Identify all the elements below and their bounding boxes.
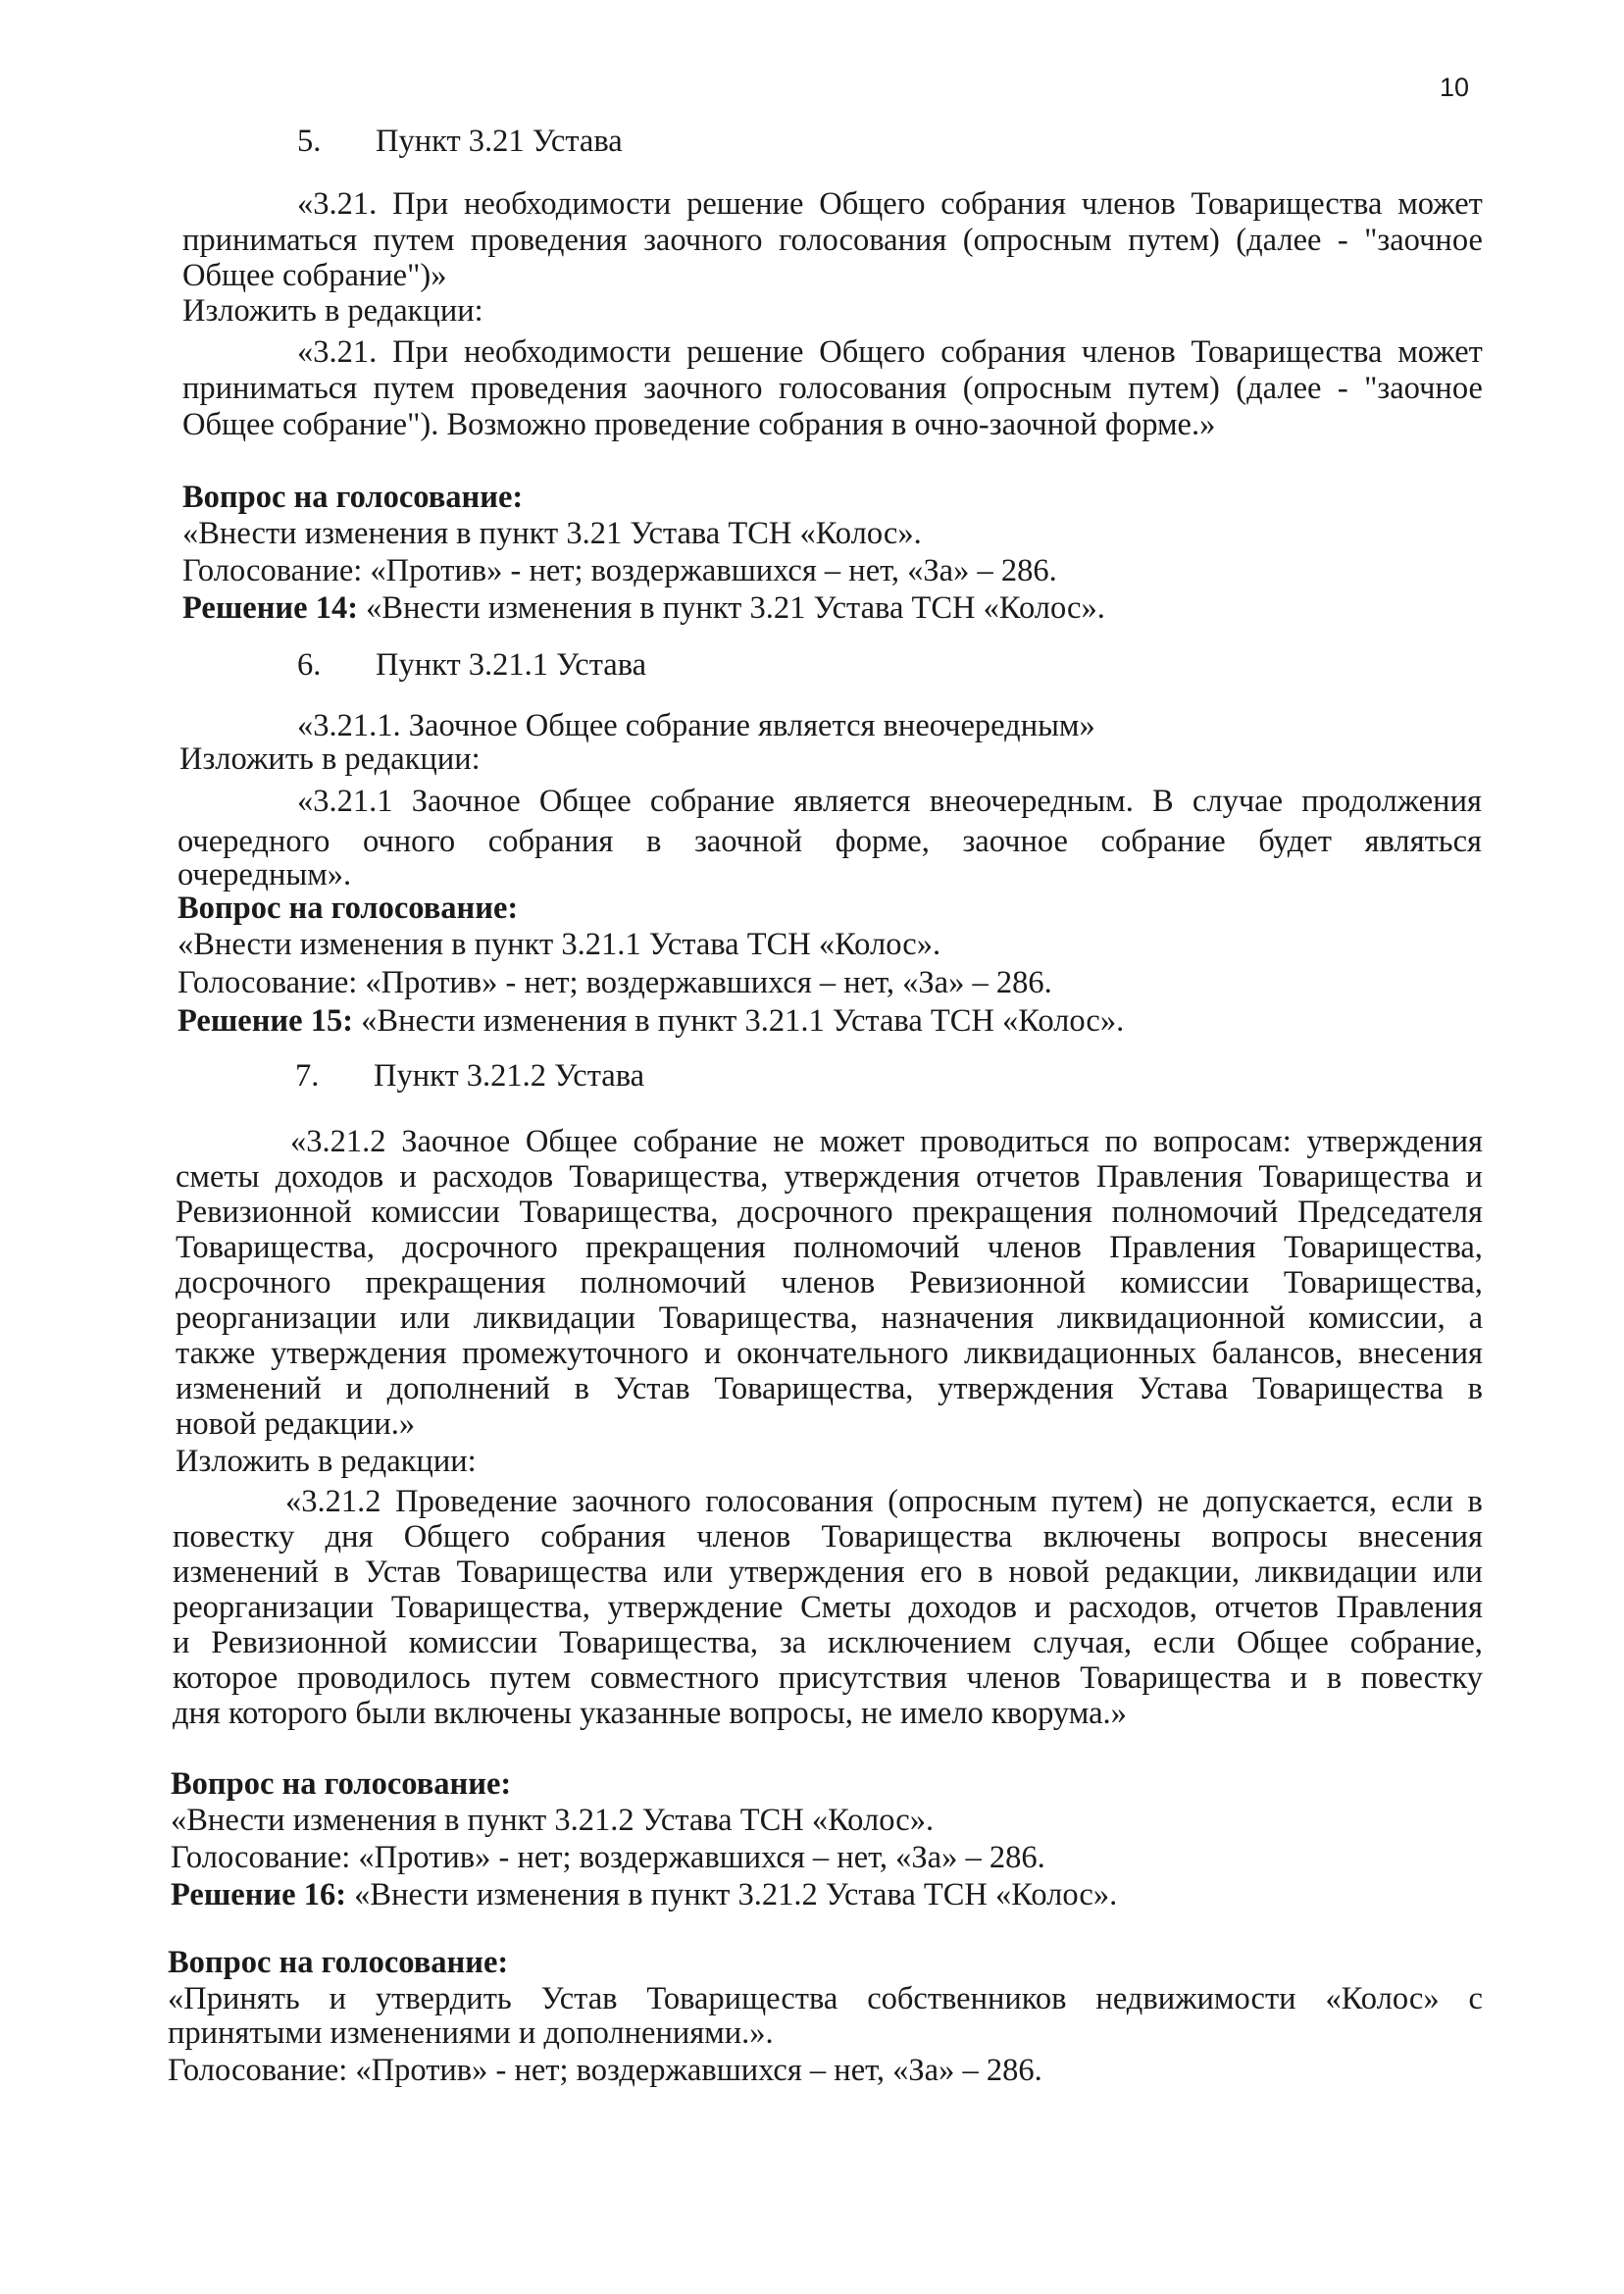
word: Правления <box>1109 1230 1256 1265</box>
old-text-line <box>176 1299 1483 1338</box>
word: если <box>1391 1484 1453 1519</box>
word: - <box>1337 223 1348 258</box>
old-text-line <box>176 1228 1483 1267</box>
word: Товарищества, <box>1283 1265 1483 1300</box>
word: и <box>1034 1590 1051 1625</box>
word: Товарищества, <box>1283 1230 1483 1265</box>
word: голосования <box>705 1484 874 1519</box>
vote-result: Голосование: «Против» - нет; воздержавшихся – нет, «За» – 286. <box>178 965 1052 1000</box>
word: продолжения <box>1301 784 1482 819</box>
word: При <box>392 334 449 370</box>
section-heading <box>297 645 646 685</box>
word: является <box>793 784 911 819</box>
word: ликвидации <box>1254 1555 1418 1590</box>
word: «3.21.1 <box>297 784 393 819</box>
new-text-line <box>297 782 1482 821</box>
word: Товарищества <box>1252 1371 1444 1406</box>
word: если <box>1152 1625 1216 1660</box>
word: утверждения <box>784 1159 961 1195</box>
word: (опросным <box>962 371 1112 406</box>
word: не <box>773 1124 805 1159</box>
word: "заочное <box>1364 371 1483 406</box>
word: проводилось <box>296 1660 471 1696</box>
word: комиссии <box>408 1625 538 1660</box>
new-text-line: очередным». <box>178 857 352 892</box>
word: доходов <box>275 1159 384 1195</box>
word: досрочного <box>737 1195 893 1230</box>
word: с <box>1468 1981 1483 2016</box>
edit-label: Изложить в редакции: <box>179 741 481 777</box>
word: путем) <box>1050 1484 1143 1519</box>
section-title: Пункт 3.21 Устава <box>376 124 623 159</box>
section-number: 7. <box>295 1058 320 1094</box>
new-text-line <box>285 1482 1483 1521</box>
word: Товарищества <box>456 1555 648 1590</box>
word: членов <box>1081 334 1176 370</box>
word: комиссии, <box>1308 1300 1446 1336</box>
word: утверждения <box>938 1371 1114 1406</box>
word: Ревизионной <box>211 1625 387 1660</box>
word: членов <box>1081 186 1176 222</box>
word: проведения <box>470 223 628 258</box>
word: которое <box>173 1660 279 1696</box>
decision-label: Решение 14: <box>182 590 359 626</box>
vote-label: Вопрос на голосование: <box>182 480 524 515</box>
word: «3.21. <box>297 334 378 370</box>
word: присутствия <box>778 1660 947 1696</box>
new-text-line <box>178 822 1482 861</box>
vote-label: Вопрос на голосование: <box>178 891 519 926</box>
word: В <box>1152 784 1174 819</box>
word: и <box>399 1159 417 1195</box>
word: Товарищества <box>646 1981 838 2016</box>
word: досрочного <box>176 1265 331 1300</box>
word: утверждения <box>271 1336 447 1371</box>
vote-label: Вопрос на голосование: <box>171 1766 512 1802</box>
word: членов <box>966 1660 1061 1696</box>
word: совместного <box>589 1660 760 1696</box>
word: Товарищества <box>1258 1159 1450 1195</box>
word: полномочий <box>580 1265 747 1300</box>
word: Товарищества <box>1080 1660 1272 1696</box>
word: в <box>1326 1660 1343 1696</box>
word: Ревизионной <box>176 1195 352 1230</box>
word: собрание, <box>1349 1625 1483 1660</box>
word: Проведение <box>395 1484 558 1519</box>
word: Товарищества, <box>519 1195 719 1230</box>
vote-question: «Внести изменения в пункт 3.21 Устава ТСН «Колос». <box>182 516 922 551</box>
word: приниматься <box>182 371 358 406</box>
word: утверждения <box>1306 1124 1483 1159</box>
word: случая, <box>1033 1625 1132 1660</box>
word: за <box>779 1625 807 1660</box>
section-number: 5. <box>297 124 322 159</box>
word: дня <box>325 1519 374 1555</box>
word: утвердить <box>375 1981 512 2016</box>
word: случае <box>1192 784 1284 819</box>
word: внесения <box>1358 1336 1483 1371</box>
word: также <box>176 1336 256 1371</box>
word: Товарищества <box>1191 186 1383 222</box>
word: недвижимости <box>1095 1981 1296 2016</box>
word: включены <box>1042 1519 1182 1555</box>
word: (далее <box>1236 371 1322 406</box>
word: в <box>1467 1371 1483 1406</box>
word: путем <box>489 1660 572 1696</box>
word: Общего <box>819 186 926 222</box>
word: собрание <box>1100 824 1226 859</box>
page-number: 10 <box>1440 73 1470 102</box>
word: членов <box>696 1519 791 1555</box>
word: по <box>1104 1124 1139 1159</box>
word: членов <box>987 1230 1082 1265</box>
word: в <box>574 1371 589 1406</box>
word: При <box>392 186 449 222</box>
word: дополнений <box>386 1371 550 1406</box>
word: и <box>1465 1159 1483 1195</box>
old-text-line: Общее собрание")» <box>182 258 447 293</box>
word: его <box>920 1555 963 1590</box>
word: (опросным <box>962 223 1112 258</box>
new-text-line: дня которого были включены указанные вопросы, не имело кворума.» <box>173 1696 1127 1731</box>
word: ликвидационной <box>1056 1300 1286 1336</box>
word: голосования <box>778 223 947 258</box>
word: в <box>333 1555 349 1590</box>
word: Заочное <box>411 784 521 819</box>
word: Устав <box>364 1555 441 1590</box>
word: внеочередным. <box>929 784 1134 819</box>
vote-question: «Внести изменения в пункт 3.21.1 Устава ТСН «Колос». <box>178 927 941 962</box>
word: голосования <box>778 371 947 406</box>
old-text-line <box>176 1157 1483 1197</box>
new-text-line <box>173 1623 1483 1662</box>
vote-question: «Внести изменения в пункт 3.21.2 Устава ТСН «Колос». <box>171 1803 935 1838</box>
new-text-line <box>173 1658 1483 1698</box>
word: прекращения <box>365 1265 546 1300</box>
word: редакции, <box>1104 1555 1240 1590</box>
vote-result: Голосование: «Против» - нет; воздержавшихся – нет, «За» – 286. <box>182 553 1057 588</box>
word: и <box>345 1371 363 1406</box>
word: реорганизации <box>176 1300 378 1336</box>
word: и <box>173 1625 190 1660</box>
old-text-line <box>297 184 1483 224</box>
word: реорганизации <box>173 1590 375 1625</box>
word: Заочное <box>401 1124 511 1159</box>
word: а <box>1468 1300 1483 1336</box>
new-text-line <box>173 1517 1483 1556</box>
decision-text: «Внести изменения в пункт 3.21 Устава ТСН «Колос». <box>366 590 1105 626</box>
word: сметы <box>176 1159 260 1195</box>
word: полномочий <box>793 1230 960 1265</box>
word: прекращения <box>585 1230 766 1265</box>
word: повестку <box>173 1519 295 1555</box>
old-text-line <box>176 1193 1483 1232</box>
word: - <box>1337 371 1348 406</box>
word: собрания <box>540 1519 666 1555</box>
word: (далее <box>1236 223 1322 258</box>
edit-label: Изложить в редакции: <box>182 293 483 329</box>
word: в <box>646 824 662 859</box>
word: будет <box>1258 824 1332 859</box>
word: или <box>399 1300 450 1336</box>
word: путем) <box>1128 223 1220 258</box>
old-text-line <box>182 221 1483 260</box>
word: окончательного <box>736 1336 949 1371</box>
word: комиссии <box>1120 1265 1249 1300</box>
word: очередного <box>178 824 330 859</box>
final-vote-result: Голосование: «Против» - нет; воздержавшихся – нет, «За» – 286. <box>168 2053 1042 2088</box>
word: может <box>1397 334 1483 370</box>
word: и <box>703 1336 722 1371</box>
decision-text: «Внести изменения в пункт 3.21.2 Устава ТСН «Колос». <box>354 1877 1118 1912</box>
word: вопросам: <box>1152 1124 1292 1159</box>
word: Товарищества <box>821 1519 1013 1555</box>
word: «3.21.2 <box>285 1484 381 1519</box>
old-text-line <box>290 1122 1483 1161</box>
word: отчетов <box>976 1159 1081 1195</box>
word: Устав <box>540 1981 618 2016</box>
new-text-line <box>173 1553 1483 1592</box>
word: «3.21.2 <box>290 1124 386 1159</box>
word: или <box>1432 1555 1483 1590</box>
word: Правления <box>1336 1590 1483 1625</box>
word: путем <box>373 371 455 406</box>
word: собственников <box>867 1981 1067 2016</box>
decision <box>178 1001 1124 1041</box>
word: утверждения <box>728 1555 905 1590</box>
word: в <box>978 1555 993 1590</box>
decision-label: Решение 16: <box>171 1877 347 1912</box>
final-vote-question-line: принятыми изменениями и дополнениями.». <box>168 2015 774 2051</box>
word: проведения <box>470 371 628 406</box>
word: (опросным <box>888 1484 1038 1519</box>
word: полномочий <box>1111 1195 1279 1230</box>
word: изменений <box>173 1555 319 1590</box>
word: Ревизионной <box>909 1265 1087 1300</box>
word: Общее <box>1236 1625 1329 1660</box>
word: заочного <box>643 223 763 258</box>
final-vote-question-line <box>168 1979 1483 2018</box>
decision-text: «Внести изменения в пункт 3.21.1 Устава ТСН «Колос». <box>361 1003 1125 1039</box>
word: вопросы <box>1211 1519 1328 1555</box>
word: Товарищества, <box>569 1159 769 1195</box>
word: Устава <box>1138 1371 1229 1406</box>
word: ликвидационных <box>964 1336 1197 1371</box>
decision <box>182 588 1105 628</box>
word: в <box>1467 1484 1483 1519</box>
word: Правления <box>1095 1159 1243 1195</box>
word: проводиться <box>920 1124 1090 1159</box>
section-number: 6. <box>297 647 322 683</box>
word: изменений <box>176 1371 322 1406</box>
new-text-line <box>173 1588 1483 1627</box>
word: Общее <box>538 784 632 819</box>
final-vote-label: Вопрос на голосование: <box>168 1945 509 1980</box>
old-text-line <box>176 1263 1483 1302</box>
word: заочное <box>962 824 1068 859</box>
word: решение <box>686 186 804 222</box>
new-text-line <box>297 332 1483 372</box>
word: новой <box>1008 1555 1090 1590</box>
word: прекращения <box>912 1195 1092 1230</box>
word: балансов, <box>1211 1336 1344 1371</box>
word: являться <box>1364 824 1482 859</box>
word: Товарищества, <box>714 1371 914 1406</box>
word: Общего <box>403 1519 510 1555</box>
word: собрания <box>940 186 1066 222</box>
section-heading <box>295 1056 644 1096</box>
word: расходов <box>432 1159 554 1195</box>
section-title: Пункт 3.21.2 Устава <box>374 1058 645 1094</box>
word: Товарищества, <box>658 1300 858 1336</box>
word: необходимости <box>464 186 672 222</box>
word: промежуточного <box>462 1336 689 1371</box>
word: и <box>329 1981 347 2016</box>
word: исключением <box>827 1625 1012 1660</box>
word: «Колос» <box>1325 1981 1440 2016</box>
word: внесения <box>1357 1519 1483 1555</box>
word: Устав <box>613 1371 690 1406</box>
word: путем <box>373 223 455 258</box>
word: Общее <box>525 1124 618 1159</box>
word: и <box>1290 1660 1308 1696</box>
word: Товарищества, <box>559 1625 759 1660</box>
new-text-line <box>182 369 1483 408</box>
word: Товарищества, <box>390 1590 590 1625</box>
word: приниматься <box>182 223 358 258</box>
word: собрание <box>649 784 775 819</box>
word: собрание <box>633 1124 758 1159</box>
word: досрочного <box>402 1230 558 1265</box>
old-text-line <box>176 1369 1483 1408</box>
word: может <box>1397 186 1483 222</box>
word: ликвидации <box>473 1300 635 1336</box>
word: расходов, <box>1068 1590 1197 1625</box>
word: форме, <box>835 824 930 859</box>
word: Товарищества <box>1191 334 1383 370</box>
word: заочного <box>572 1484 691 1519</box>
old-text-line: новой редакции.» <box>176 1406 416 1442</box>
word: может <box>819 1124 905 1159</box>
word: Сметы <box>800 1590 891 1625</box>
word: допускается, <box>1202 1484 1377 1519</box>
edit-label: Изложить в редакции: <box>176 1444 477 1479</box>
word: членов <box>781 1265 876 1300</box>
word: Председателя <box>1296 1195 1483 1230</box>
word: комиссии <box>371 1195 500 1230</box>
word: необходимости <box>464 334 672 370</box>
word: «Принять <box>168 1981 300 2016</box>
new-text-line: Общее собрание"). Возможно проведение собрания в очно-заочной форме.» <box>182 407 1216 442</box>
old-text-line: «3.21.1. Заочное Общее собрание является внеочередным» <box>297 708 1095 743</box>
section-title: Пункт 3.21.1 Устава <box>376 647 647 683</box>
word: назначения <box>881 1300 1035 1336</box>
word: собрания <box>487 824 614 859</box>
vote-result: Голосование: «Против» - нет; воздержавшихся – нет, «За» – 286. <box>171 1840 1045 1875</box>
word: "заочное <box>1364 223 1483 258</box>
old-text-line <box>176 1334 1483 1373</box>
section-heading <box>297 122 623 161</box>
word: Товарищества, <box>176 1230 375 1265</box>
word: повестку <box>1360 1660 1483 1696</box>
word: очного <box>362 824 456 859</box>
word: утверждение <box>607 1590 784 1625</box>
decision <box>171 1875 1117 1914</box>
word: заочного <box>643 371 763 406</box>
word: путем) <box>1128 371 1220 406</box>
word: собрания <box>940 334 1066 370</box>
decision-label: Решение 15: <box>178 1003 354 1039</box>
word: «3.21. <box>297 186 378 222</box>
word: или <box>663 1555 714 1590</box>
word: решение <box>686 334 804 370</box>
word: заочной <box>693 824 803 859</box>
word: отчетов <box>1214 1590 1319 1625</box>
word: Общего <box>819 334 926 370</box>
word: не <box>1157 1484 1190 1519</box>
word: доходов <box>908 1590 1017 1625</box>
